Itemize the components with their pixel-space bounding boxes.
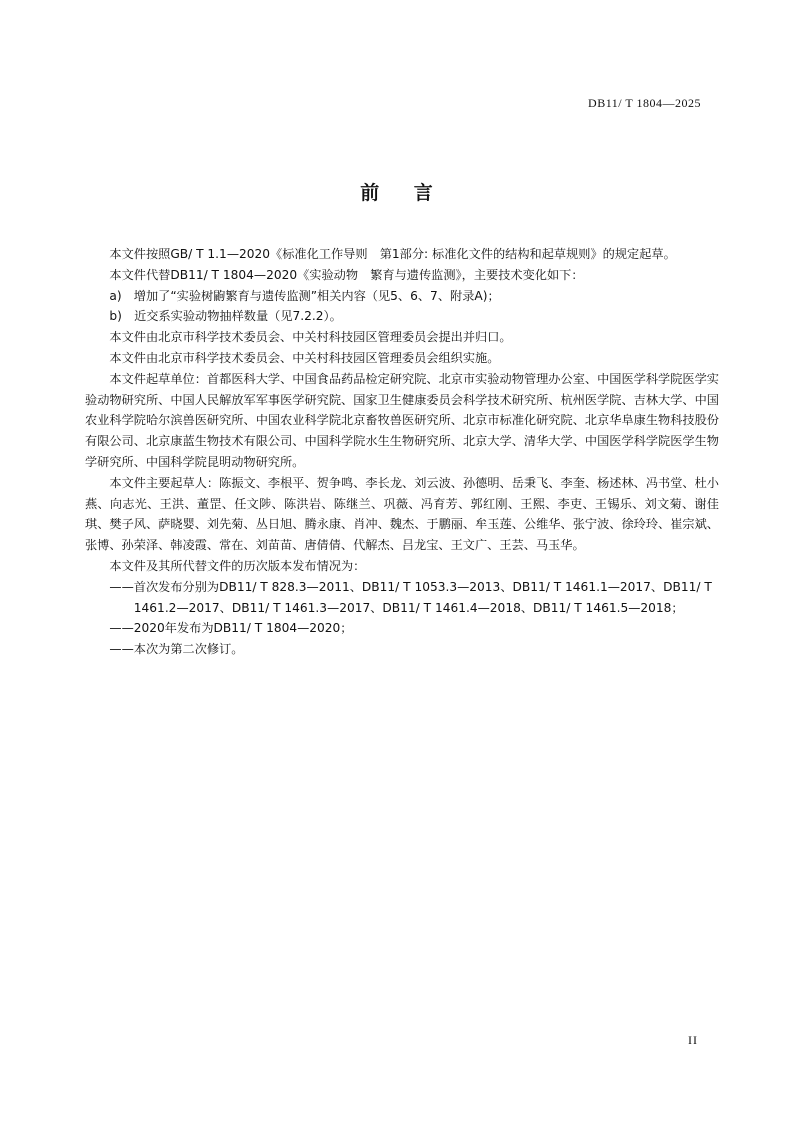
paragraph-proposer: 本文件由北京市科学技术委员会、中关村科技园区管理委员会提出并归口。 <box>109 330 512 345</box>
page-title: 前 言 <box>360 182 447 204</box>
paragraph-drafting-rules: 本文件按照GB/ T 1.1—2020《标准化工作导则 第1部分: 标准化文件的结构和起草规则》的规定起草。 <box>109 247 676 261</box>
page-number: II <box>688 1033 698 1047</box>
history-item-second-revision: ——本次为第二次修订。 <box>109 642 244 657</box>
paragraph-drafters: 本文件主要起草人：陈振文、李根平、贺争鸣、李长龙、刘云波、孙德明、岳秉飞、李奎、杨述林、冯书堂、杜小燕、向志光、王洪、董罡、任文陟、陈洪岩、陈继兰、巩薇、冯育芳、郭红刚、王熙、李吏、王锡乐、刘文菊、谢佳琪、樊子风、萨晓婴、刘先菊、丛日旭、腾永康、肖冲、魏杰、于鹏丽、牟玉莲、公维华、张宁波、徐玲玲、崔宗斌、张博、孙荣泽、韩凌霞、常在、刘苗苗、唐倩倩、代解杰、吕龙宝、王文广、王芸、马玉华。 <box>85 475 719 553</box>
paragraph-implementer: 本文件由北京市科学技术委员会、中关村科技园区管理委员会组织实施。 <box>109 350 500 365</box>
paragraph-version-history: 本文件及其所代替文件的历次版本发布情况为： <box>109 558 366 573</box>
list-item-a: a) 增加了“实验树鼩繁育与遗传监测”相关内容（见5、6、7、附录A)； <box>109 288 500 303</box>
paragraph-replacement: 本文件代替DB11/ T 1804—2020《实验动物 繁育与遗传监测》，主要技术变化如下： <box>109 267 584 282</box>
paragraph-drafting-units: 本文件起草单位：首都医科大学、中国食品药品检定研究院、北京市实验动物管理办公室、中国医学科学院医学实验动物研究所、中国人民解放军军事医学研究院、国家卫生健康委员会科学技术研究所、杭州医学院、吉林大学、中国农业科学院哈尔滨兽医研究所、中国农业科学院北京畜牧兽医研究所、北京市标准化研究院、北京华阜康生物科技股份有限公司、北京康蓝生物技术有限公司、中国科学院水生生物研究所、北京大学、清华大学、中国医学科学院医学生物学研究所、中国科学院昆明动物研究所。 <box>85 371 719 469</box>
document-code: DB11/ T 1804—2025 <box>588 96 701 110</box>
list-item-b: b) 近交系实验动物抽样数量（见7.2.2）。 <box>109 309 342 324</box>
history-item-2020-release: ——2020年发布为DB11/ T 1804—2020； <box>109 621 353 636</box>
foreword-body <box>85 244 719 660</box>
history-item-first-release: ——首次发布分别为DB11/ T 828.3—2011、DB11/ T 1053.3—2013、DB11/ T 1461.1—2017、DB11/ T <box>109 579 712 594</box>
history-item-first-release-continued: 1461.2—2017、DB11/ T 1461.3—2017、DB11/ T 1461.4—2018、DB11/ T 1461.5—2018； <box>133 600 684 615</box>
